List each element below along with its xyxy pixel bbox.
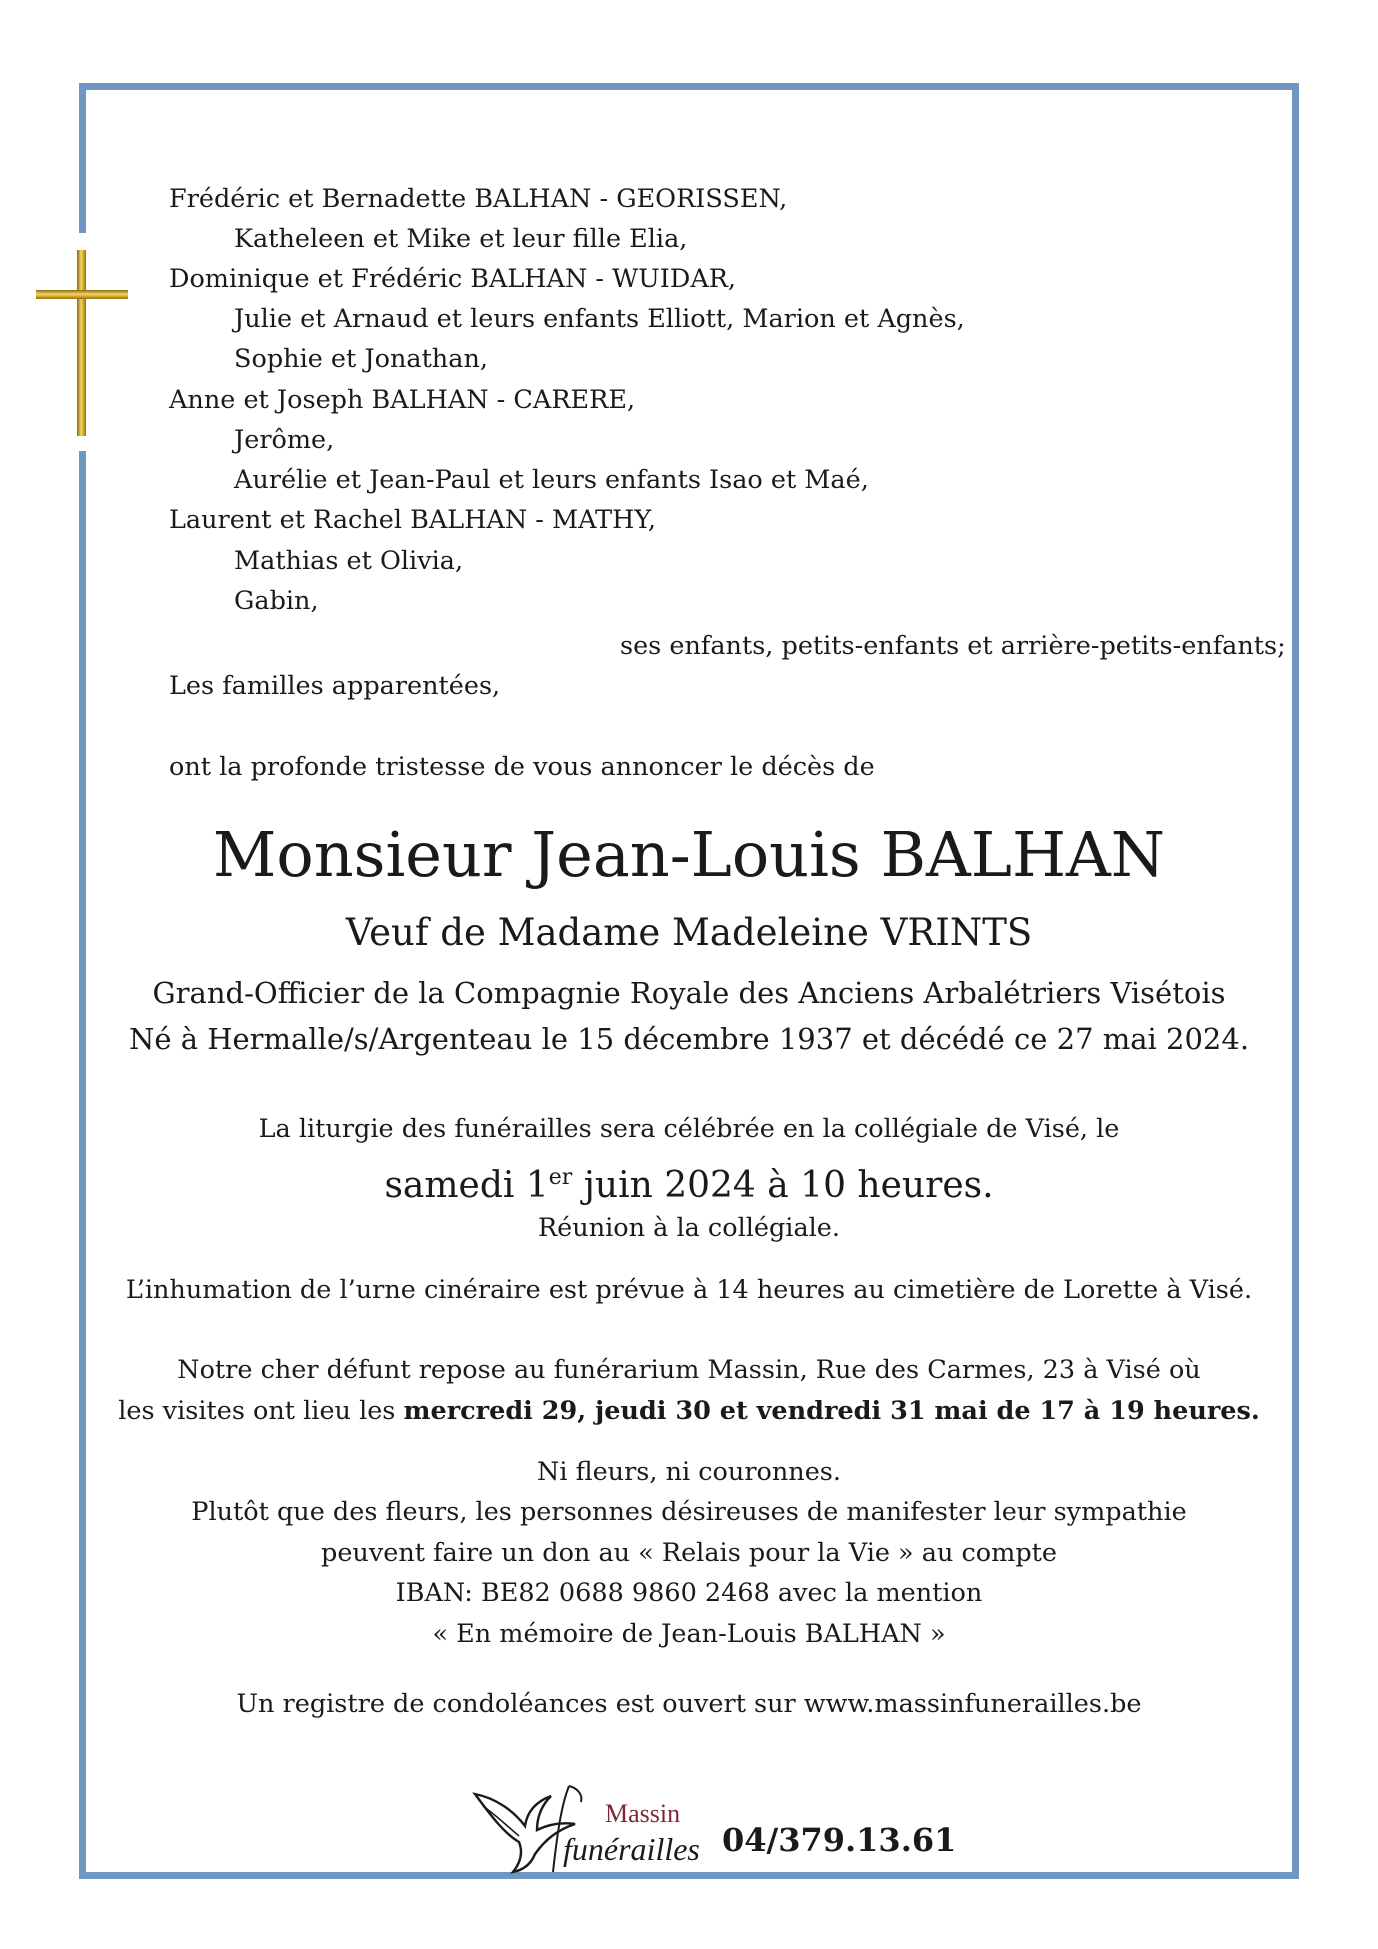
burial-line: L’inhumation de l’urne cinéraire est prévue à 14 heures au cimetière de Lorette à Visé. (125, 1275, 1253, 1305)
gold-cross-icon (36, 250, 128, 436)
funeral-date-day: samedi 1 (384, 1165, 549, 1206)
meeting-line: Réunion à la collégiale. (537, 1213, 840, 1243)
family-line: Sophie et Jonathan, (234, 344, 488, 374)
birth-death-line: Né à Hermalle/s/Argenteau le 15 décembre 1937 et décédé ce 27 mai 2024. (128, 1022, 1250, 1056)
dove-logo-icon (465, 1776, 725, 1876)
relatives-line: Les familles apparentées, (169, 671, 501, 701)
family-line: Anne et Joseph BALHAN - CARERE, (169, 385, 636, 415)
family-summary: ses enfants, petits-enfants et arrière-petits-enfants; (620, 631, 1286, 661)
deceased-name: Monsieur Jean-Louis BALHAN (212, 818, 1166, 891)
funeral-date-rest: juin 2024 à 10 heures. (572, 1165, 994, 1206)
funeral-date-suffix: er (548, 1165, 573, 1190)
widower-line: Veuf de Madame Madeleine VRINTS (345, 911, 1033, 954)
visits-prefix: les visites ont lieu les (118, 1396, 404, 1426)
family-line: Gabin, (234, 586, 319, 616)
logo-funerailles-text: funérailles (563, 1831, 700, 1867)
flowers-line: peuvent faire un don au « Relais pour la Vie » au compte (321, 1538, 1057, 1568)
family-line: Katheleen et Mike et leur fille Elia, (234, 224, 688, 254)
iban-line: IBAN: BE82 0688 9860 2468 avec la mention (395, 1578, 983, 1608)
funeral-date (0, 1155, 1378, 1209)
visits-schedule (0, 1394, 1378, 1428)
mention-line: « En mémoire de Jean-Louis BALHAN » (432, 1619, 946, 1649)
family-line: Aurélie et Jean-Paul et leurs enfants Isao et Maé, (234, 465, 869, 495)
family-line: Laurent et Rachel BALHAN - MATHY, (169, 505, 657, 535)
family-line: Julie et Arnaud et leurs enfants Elliott, Marion et Agnès, (234, 304, 965, 334)
honorary-title: Grand-Officier de la Compagnie Royale des Anciens Arbalétriers Visétois (152, 976, 1226, 1010)
family-line: Mathias et Olivia, (234, 546, 464, 576)
flowers-line: Ni fleurs, ni couronnes. (537, 1457, 841, 1487)
register-line: Un registre de condoléances est ouvert sur www.massinfunerailles.be (236, 1689, 1142, 1719)
announce-line: ont la profonde tristesse de vous annoncer le décès de (169, 752, 875, 782)
family-line: Frédéric et Bernadette BALHAN - GEORISSEN, (169, 184, 788, 214)
visits-dates: mercredi 29, jeudi 30 et vendredi 31 mai de 17 à 19 heures. (403, 1396, 1260, 1426)
family-line: Dominique et Frédéric BALHAN - WUIDAR, (169, 264, 737, 294)
phone-number[interactable]: 04/379.13.61 (722, 1821, 957, 1859)
logo-massin-text: Massin (605, 1799, 681, 1828)
liturgy-intro: La liturgie des funérailles sera célébrée en la collégiale de Visé, le (258, 1114, 1120, 1144)
visits-line: Notre cher défunt repose au funérarium Massin, Rue des Carmes, 23 à Visé où (177, 1355, 1201, 1385)
family-line: Jerôme, (234, 425, 335, 455)
flowers-line: Plutôt que des fleurs, les personnes désireuses de manifester leur sympathie (191, 1497, 1187, 1527)
